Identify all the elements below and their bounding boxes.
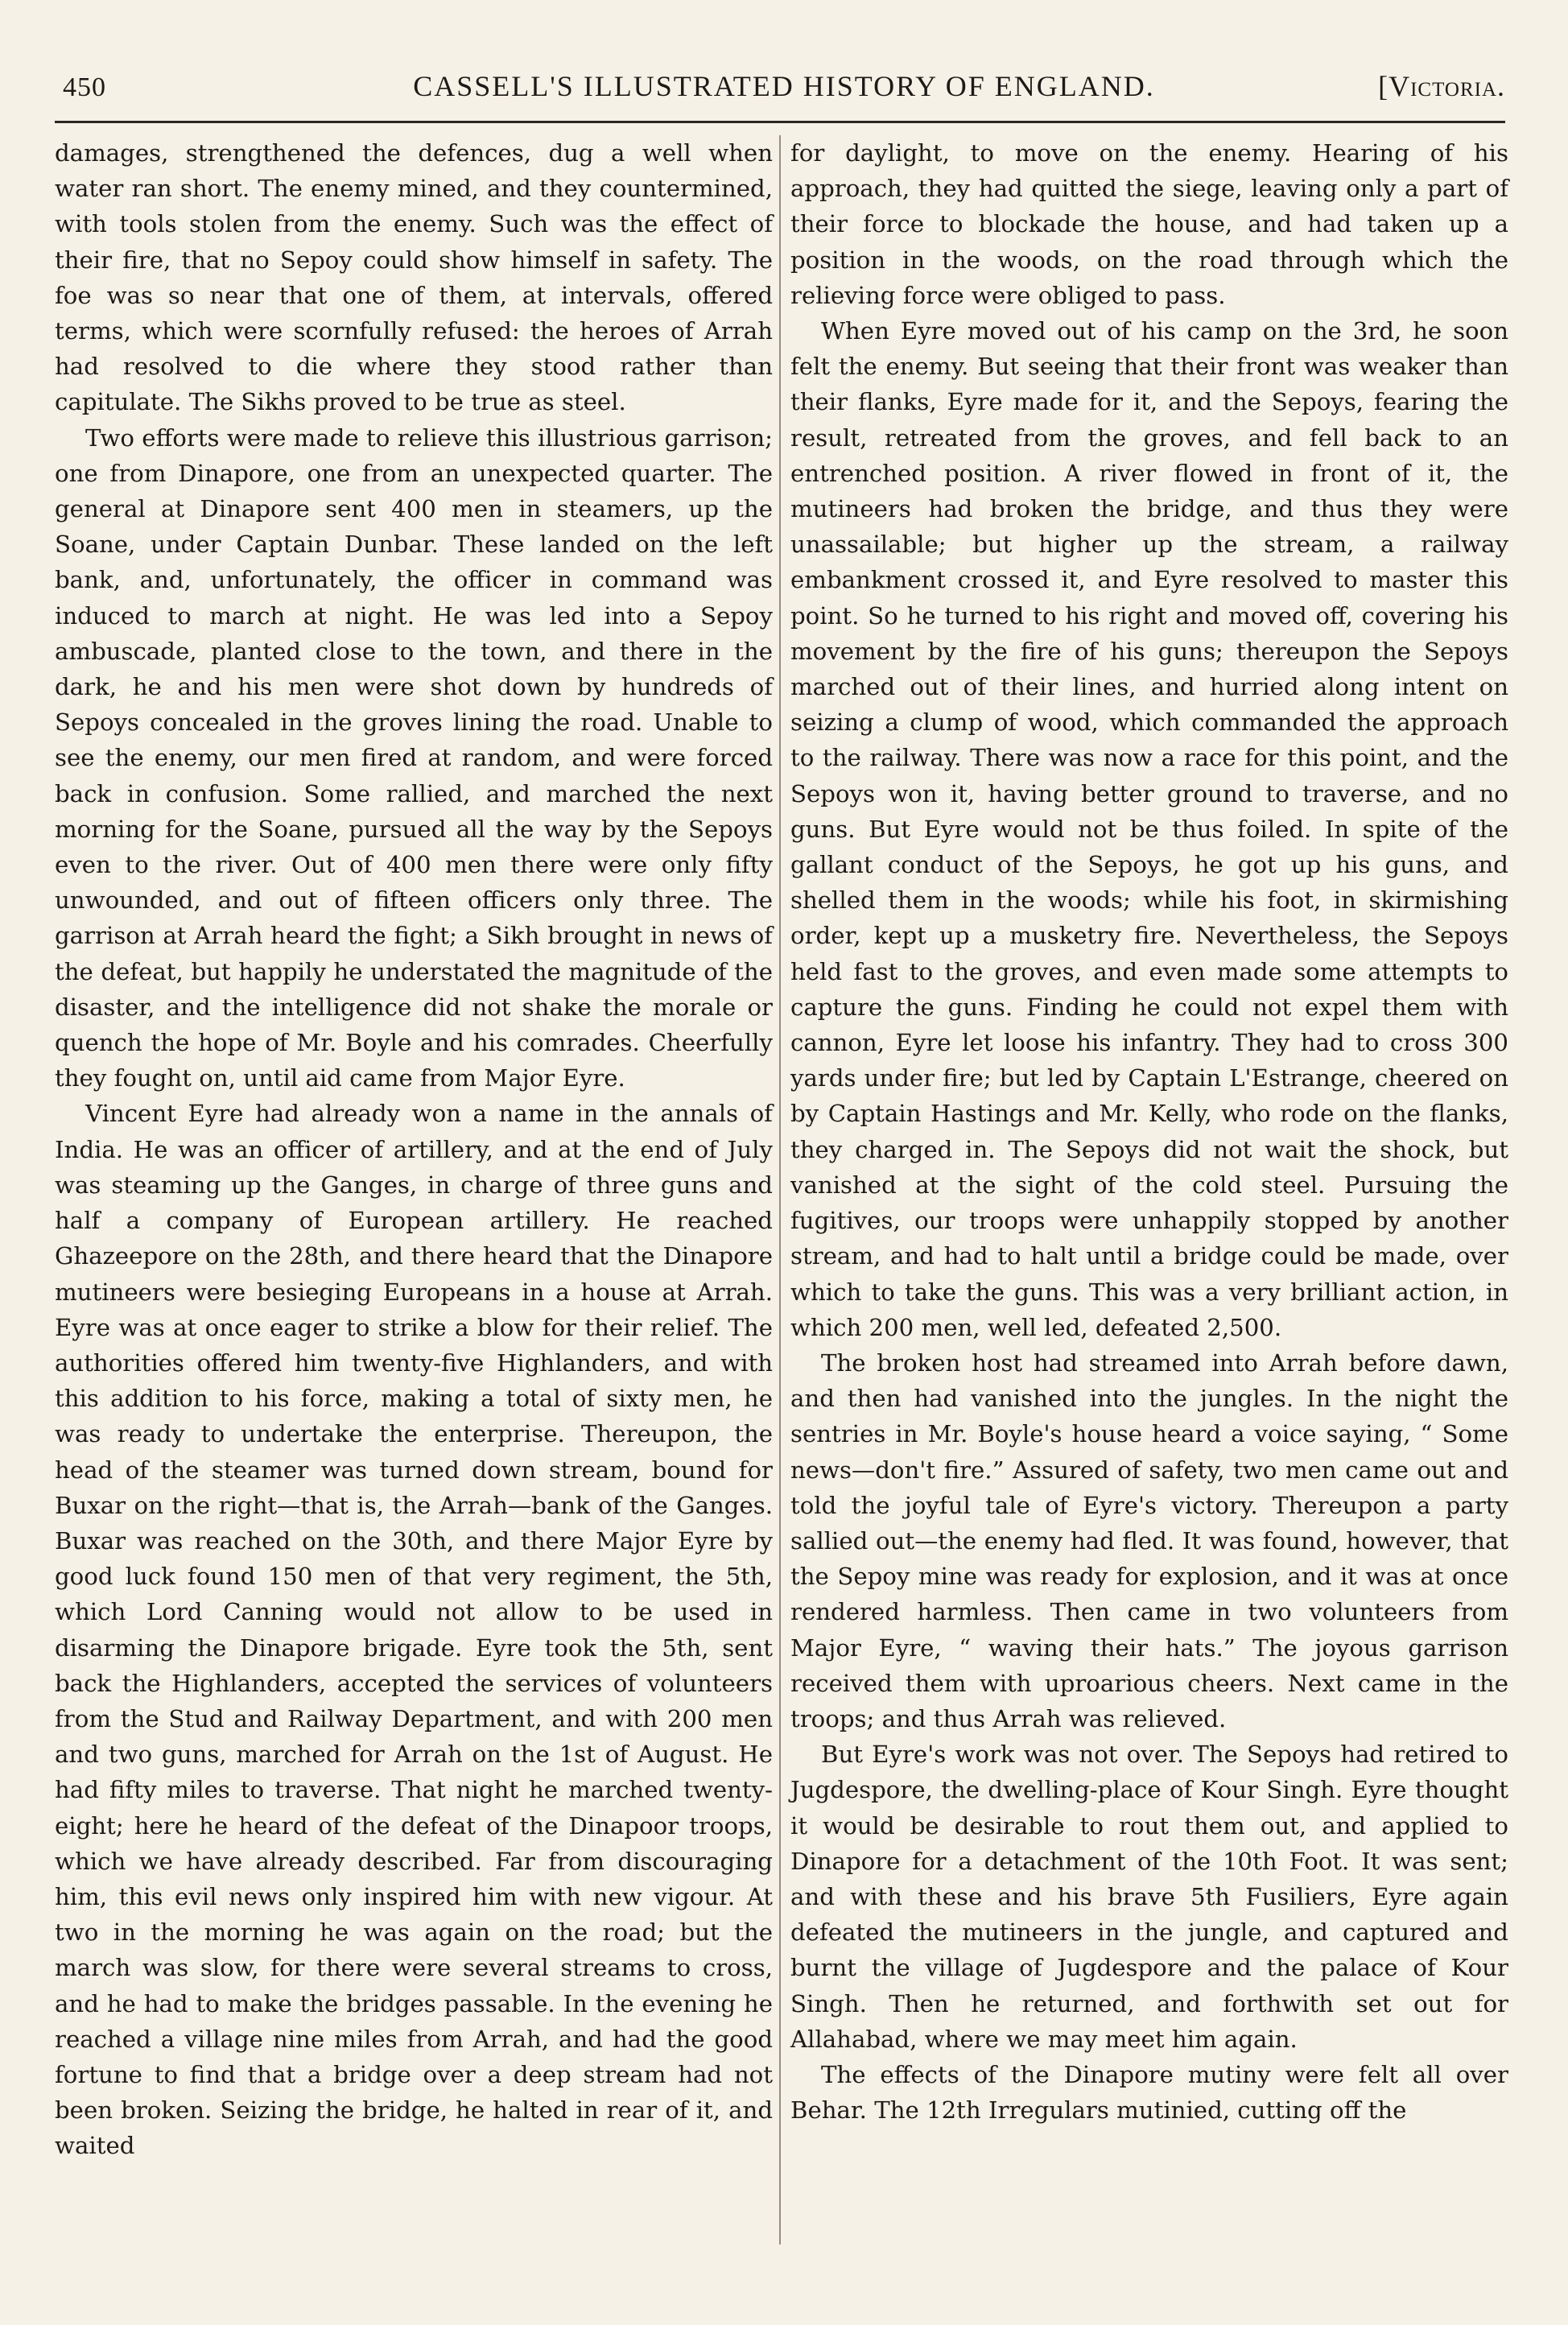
paragraph: The effects of the Dinapore mutiny were felt all over Behar. The 12th Irregulars mutinied, cutting off the [790, 2060, 1508, 2125]
header-rule [55, 121, 1505, 123]
paragraph: Vincent Eyre had already won a name in the annals of India. He was an officer of artillery, and at the end of July was steaming up the Ganges, in charge of three guns and half a company of European artillery. He reached Ghazeepore on the 28th, and there heard that the Dinapore mutineers were besieging Europeans in a house at Arrah. Eyre was at once eager to strike a blow for their relief. The authorities offered him twenty-five Highlanders, and with this addition to his force, making a total of sixty men, he was ready to undertake the enterprise. Thereupon, the head of the steamer was turned down stream, bound for Buxar on the right—that is, the Arrah—bank of the Ganges. Buxar was reached on the 30th, and there Major Eyre by good luck found 150 men of that very regiment, the 5th, which Lord Canning would not allow to be used in disarming the Dinapore brigade. Eyre took the 5th, sent back the Highlanders, accepted the services of volunteers from the Stud and Railway Department, and with 200 men and two guns, marched for Arrah on the 1st of August. He had fifty miles to traverse. That night he marched twenty-eight; here he heard of the defeat of the Dinapoor troops, which we have already described. Far from discouraging him, this evil news only inspired him with new vigour. At two in the morning he was again on the road; but the march was slow, for there were several streams to cross, and he had to make the bridges passable. In the evening he reached a village nine miles from Arrah, and had the good fortune to find that a bridge over a deep stream had not been broken. Seizing the bridge, he halted in rear of it, and waited [55, 1100, 773, 2160]
paragraph: for daylight, to move on the enemy. Hearing of his approach, they had quitted the siege, leaving only a part of their force to blockade the house, and had taken up a position in the woods, on the road through which the relieving force were obliged to pass. [790, 139, 1508, 309]
left-column [55, 135, 773, 2164]
paragraph: The broken host had streamed into Arrah before dawn, and then had vanished into the jungles. In the night the sentries in Mr. Boyle's house heard a voice saying, “ Some news—don't fire.” Assured of safety, two men came out and told the joyful tale of Eyre's victory. Thereupon a party sallied out—the enemy had fled. It was found, however, that the Sepoy mine was ready for explosion, and it was at once rendered harmless. Then came in two volunteers from Major Eyre, “ waving their hats.” The joyous garrison received them with uproarious cheers. Next came in the troops; and thus Arrah was relieved. [790, 1348, 1508, 1732]
column-divider [779, 135, 781, 2244]
running-header [63, 66, 1505, 111]
paragraph: damages, strengthened the defences, dug a well when water ran short. The enemy mined, and they countermined, with tools stolen from the enemy. Such was the effect of their fire, that no Sepoy could show himself in safety. The foe was so near that one of them, at intervals, offered terms, which were scornfully refused: the heroes of Arrah had resolved to die where they stood rather than capitulate. The Sikhs proved to be true as steel. [55, 139, 773, 416]
paragraph: When Eyre moved out of his camp on the 3rd, he soon felt the enemy. But seeing that their front was weaker than their flanks, Eyre made for it, and the Sepoys, fearing the result, retreated from the groves, and fell back to an entrenched position. A river flowed in front of it, the mutineers had broken the bridge, and thus they were unassailable; but higher up the stream, a railway embankment crossed it, and Eyre resolved to master this point. So he turned to his right and moved off, covering his movement by the fire of his guns; thereupon the Sepoys marched out of their lines, and hurried along intent on seizing a clump of wood, which commanded the approach to the railway. There was now a race for this point, and the Sepoys won it, having better ground to traverse, and no guns. But Eyre would not be thus foiled. In spite of the gallant conduct of the Sepoys, he got up his guns, and shelled them in the woods; while his foot, in skirmishing order, kept up a musketry fire. Nevertheless, the Sepoys held fast to the groves, and even made some attempts to capture the guns. Finding he could not expel them with cannon, Eyre let loose his infantry. They had to cross 300 yards under fire; but led by Captain L'Estrange, cheered on by Captain Hastings and Mr. Kelly, who rode on the flanks, they charged in. The Sepoys did not wait the shock, but vanished at the sight of the cold steel. Pursuing the fugitives, our troops were unhappily stopped by another stream, and had to halt until a bridge could be made, over which to take the guns. This was a very brilliant action, in which 200 men, well led, defeated 2,500. [790, 317, 1508, 1341]
paragraph: Two efforts were made to relieve this illustrious garrison; one from Dinapore, one from an unexpected quarter. The general at Dinapore sent 400 men in steamers, up the Soane, under Captain Dunbar. These landed on the left bank, and, unfortunately, the officer in command was induced to march at night. He was led into a Sepoy ambuscade, planted close to the town, and there in the dark, he and his men were shot down by hundreds of Sepoys concealed in the groves lining the road. Unable to see the enemy, our men fired at random, and were forced back in confusion. Some rallied, and marched the next morning for the Soane, pursued all the way by the Sepoys even to the river. Out of 400 men there were only fifty unwounded, and out of fifteen officers only three. The garrison at Arrah heard the fight; a Sikh brought in news of the defeat, but happily he understated the magnitude of the disaster, and the intelligence did not shake the morale or quench the hope of Mr. Boyle and his comrades. Cheerfully they fought on, until aid came from Major Eyre. [55, 423, 773, 1092]
running-title: CASSELL'S ILLUSTRATED HISTORY OF ENGLAND. [413, 70, 1155, 102]
right-column [790, 135, 1508, 2128]
section-label: [Victoria. [1378, 70, 1505, 102]
paragraph: But Eyre's work was not over. The Sepoys had retired to Jugdespore, the dwelling-place of Kour Singh. Eyre thought it would be desirable to rout them out, and applied to Dinapore for a detachment of the 10th Foot. It was sent; and with these and his brave 5th Fusiliers, Eyre again defeated the mutineers in the jungle, and captured and burnt the village of Jugdespore and the palace of Kour Singh. Then he returned, and forthwith set out for Allahabad, where we may meet him again. [790, 1741, 1508, 2053]
page-number: 450 [63, 72, 106, 102]
